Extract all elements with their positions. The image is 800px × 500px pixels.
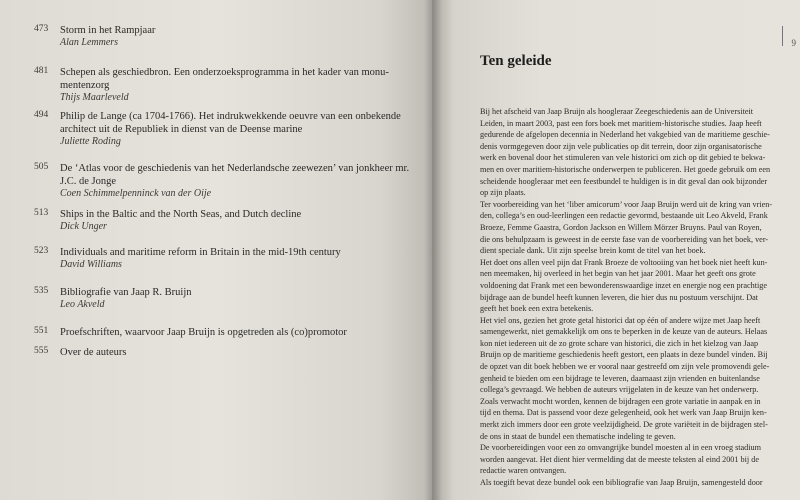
text-line: merkt zich immers door een grote veelzijdigheid. De grote variëteit in de bijdragen stel- [480,420,768,430]
toc-title-line: Schepen als geschiedbron. Een onderzoeksprogramma in het kader van monu- [60,67,389,78]
toc-title-line: Bibliografie van Jaap R. Bruijn [60,287,192,298]
text-line: Het doet ons allen veel pijn dat Frank Broeze de voltooiing van het boek niet heeft kun- [480,257,768,267]
toc-title-line: J.C. de Jonge [60,176,116,187]
toc-author: Juliette Roding [60,136,121,147]
text-line: den, collega’s en oud-leerlingen een redactie gevormd, bestaande uit Leo Akveld, Frank [480,211,768,221]
toc-author: David Williams [60,259,122,270]
preface-body [480,106,798,489]
toc-title-line: Ships in the Baltic and the North Seas, and Dutch decline [60,209,302,220]
toc-title-line: mentenzorg [60,80,110,91]
text-line: geeft het boek een extra betekenis. [480,304,594,314]
toc-author: Coen Schimmelpenninck van der Oije [60,188,212,199]
preface-paragraph [480,106,798,199]
text-line: de ons in staat de bundel een thematische indeling te geven. [480,431,676,441]
toc-title-line: Philip de Lange (ca 1704-1766). Het indrukwekkende oeuvre van een onbekende [60,111,401,122]
toc-author: Alan Lemmers [60,37,119,48]
text-line: Zoals verwacht mocht worden, kennen de bijdragen een grote variatie in aanpak en in [480,396,761,406]
toc-page-number: 551 [34,326,49,336]
toc-page-number: 513 [34,208,49,218]
toc-page-number: 555 [34,346,49,356]
toc-title-line: De ‘Atlas voor de geschiedenis van het Nederlandsche zeewezen’ van jonkheer mr. [60,163,410,174]
text-line: Broeze, Femme Gaastra, Gordon Jackson en Willem Mörzer Bruyns. Paul van Royen, [480,222,762,232]
text-line: Het viel ons, gezien het grote getal historici dat op één of andere wijze met Jaap heeft [480,315,761,325]
toc-title-line: Proefschriften, waarvoor Jaap Bruijn is opgetreden als (co)promotor [60,327,347,338]
text-line: nen meemaken, hij overleed in het begin van het jaar 2001. Maar het geeft ons grote [480,269,756,279]
text-line: Bij het afscheid van Jaap Bruijn als hoogleraar Zeegeschiedenis aan de Universiteit [480,107,754,116]
toc-entry-body [60,66,410,104]
text-line: gedurende de afgelopen decennia in Nederland het vakgebied van de maritieme geschie- [480,130,770,140]
preface-paragraph [480,257,798,315]
toc-title-line: architect uit de Republiek in dienst van de Deense marine [60,124,303,135]
text-line: kon niet iedereen uit de zo grote schare van historici, die zich in het kielzog van Jaap [480,338,759,348]
text-line: Bruijn op de maritieme geschiedenis heeft gestort, een plaats in deze bundel vinden. Bij [480,350,768,360]
text-line: Ter voorbereiding van het ‘liber amicorum’ voor Jaap Bruijn werd uit de kring van vrien- [480,199,773,209]
text-line: Als toegift bevat deze bundel ook een bibliografie van Jaap Bruijn, samengesteld door [480,478,763,487]
text-line: werk en bovenal door het stimuleren van vele historici om zich op dit gebied te bekwa- [480,153,766,163]
book-gutter [424,0,442,500]
text-line: denis vormgegeven door zijn vele publicaties op dit terrein, door zijn organisatorische [480,141,762,151]
text-line: op zijn plaats. [480,188,526,198]
toc-author: Leo Akveld [60,299,105,310]
text-line: bijdrage aan de bundel heeft kunnen leveren, die hier dus nu postuum verschijnt. Dat [480,292,759,302]
toc-entry-body [60,326,410,339]
toc-author: Thijs Maarleveld [60,92,129,103]
text-line: redactie waren ontvangen. [480,466,567,476]
right-page-number: 9 [791,38,796,48]
toc-author: Dick Unger [60,221,107,232]
text-line: scheidende hoogleraar met een feestbundel te huldigen is in dit geval dan ook bijzonder [480,176,768,186]
toc-page-number: 505 [34,162,49,172]
text-line: samengewerkt, niet gemakkelijk om ons te beperken in de keuze van de auteurs. Helaas [480,327,768,337]
toc-entry-body [60,162,410,200]
preface-paragraph [480,199,798,257]
text-line: die ons behulpzaam is geweest in de eerste fase van de voorbereiding van het boek, ver- [480,234,769,244]
preface-paragraph [480,315,798,443]
preface-paragraph [480,442,798,488]
toc-entry-body [60,110,410,148]
toc-entry-body [60,24,410,49]
text-line: de opzet van dit boek hebben we er vooral naar gestreefd om zijn vele promovendi gele- [480,362,770,372]
toc-entry-body [60,346,410,359]
toc-page-number: 473 [34,24,49,34]
toc-entry-body [60,246,410,271]
text-line: genheid te bieden om een bijdrage te leveren, daarnaast zijn vrienden en buitenlandse [480,373,760,383]
preface [480,52,798,487]
text-line: tijd en thema. Dat is passend voor deze gelegenheid, ook het werk van Jaap Bruijn ken- [480,408,767,418]
text-line: De voorbereidingen voor een zo omvangrijke bundel moesten al in een vroeg stadium [480,443,762,453]
page-header-rule [782,26,783,46]
toc-title-line: Over de auteurs [60,347,127,358]
text-line: men en over maritiem-historische onderwerpen te publiceren. Het goede gebruik om een [480,164,771,174]
toc-title-line: Individuals and maritime reform in Britain in the mid-19th century [60,247,341,258]
toc-page-number: 535 [34,286,49,296]
toc-page-number: 494 [34,110,49,120]
page-title: Ten geleide [480,53,552,69]
toc-page-number: 523 [34,246,49,256]
text-line: voldoening dat Frank met een bewonderenswaardige inzet en energie nog een prachtige [480,280,767,290]
toc-entry-body [60,286,410,311]
text-line: collega’s gevraagd. We hebben de auteurs vrijgelaten in de keuze van het onderwerp. [480,385,759,395]
text-line: worden aangevat. Het dient hier vermelding dat de meeste teksten al eind 2001 bij de [480,454,759,464]
text-line: Leiden, in maart 2003, past een fors boek met maritiem-historische studies. Jaap heeft [480,118,762,128]
toc-entry-body [60,208,410,233]
text-line: dient speciale dank. Uit zijn speelse brein komt de titel van het boek. [480,246,706,256]
toc-title-line: Storm in het Rampjaar [60,25,156,36]
toc-page-number: 481 [34,66,49,76]
